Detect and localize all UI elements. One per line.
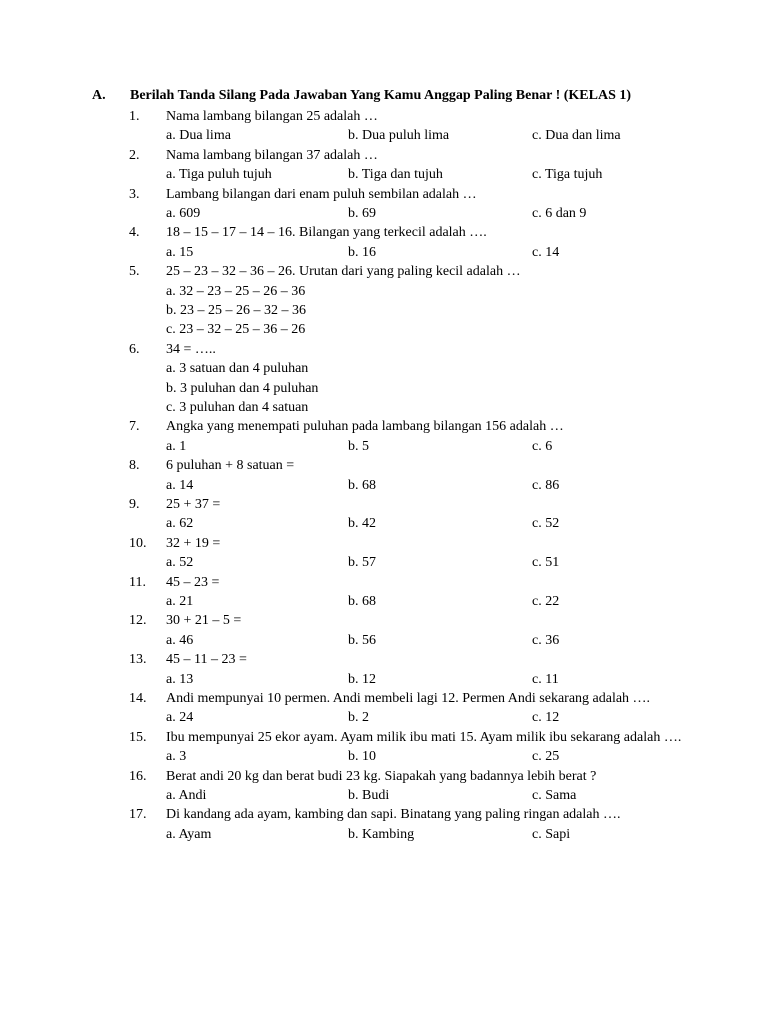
question-number: 12. [129,613,147,629]
option-b[interactable]: b. 3 puluhan dan 4 puluhan [166,380,319,396]
question-4 [0,223,768,262]
option-c[interactable]: c. 6 dan 9 [532,206,587,221]
question-number: 2. [129,147,140,163]
question-13 [0,650,768,689]
answer-options [0,359,768,417]
question-16 [0,767,768,806]
option-c[interactable]: c. 12 [532,710,560,726]
answer-options [0,243,768,262]
option-b[interactable]: b. Dua puluh lima [348,128,450,144]
question-number: 1. [129,109,140,124]
question-number: 11. [129,574,146,590]
answer-options [0,204,768,223]
question-2 [0,146,768,185]
option-b[interactable]: b. 68 [348,477,376,493]
option-a[interactable]: a. 62 [166,516,194,532]
question-number: 16. [129,768,147,784]
option-b[interactable]: b. 16 [348,244,376,260]
option-a[interactable]: a. 32 – 23 – 25 – 26 – 36 [166,283,306,299]
question-5 [0,262,768,340]
question-12 [0,611,768,650]
option-b[interactable]: b. 23 – 25 – 26 – 32 – 36 [166,303,306,318]
section-title: Berilah Tanda Silang Pada Jawaban Yang Kamu Anggap Paling Benar ! (KELAS 1) [130,88,632,103]
answer-options [0,514,768,533]
option-c[interactable]: c. Sama [532,788,577,804]
question-text: 45 – 11 – 23 = [166,652,247,668]
question-text: Nama lambang bilangan 37 adalah … [166,147,378,163]
question-number: 3. [129,186,140,202]
option-b[interactable]: b. Budi [348,788,390,804]
option-b[interactable]: b. 10 [348,749,376,765]
question-number: 9. [129,497,140,513]
question-number: 8. [129,458,140,474]
option-b[interactable]: b. 12 [348,671,376,687]
question-3 [0,185,768,224]
question-text: Lambang bilangan dari enam puluh sembilan adalah … [166,186,477,202]
question-text: 6 puluhan + 8 satuan = [166,458,295,474]
option-c[interactable]: c. 86 [532,477,560,493]
answer-options [0,553,768,572]
question-text: 34 = ….. [166,341,216,357]
question-text: 32 + 19 = [166,535,221,551]
question-text: Berat andi 20 kg dan berat budi 23 kg. Siapakah yang badannya lebih berat ? [166,768,597,784]
question-15 [0,728,768,767]
option-c[interactable]: c. 36 [532,632,560,648]
option-c[interactable]: c. Dua dan lima [532,128,621,144]
option-b[interactable]: b. 56 [348,632,376,648]
option-c[interactable]: c. 22 [532,594,560,610]
question-9 [0,495,768,534]
question-text: 18 – 15 – 17 – 14 – 16. Bilangan yang terkecil adalah …. [166,225,487,241]
question-number: 17. [129,807,147,823]
answer-options [0,165,768,184]
question-text: 45 – 23 = [166,574,220,590]
option-b[interactable]: b. 2 [348,710,369,726]
question-8 [0,456,768,495]
answer-options [0,786,768,805]
question-number: 15. [129,729,147,745]
question-text: 30 + 21 – 5 = [166,613,242,629]
option-c[interactable]: c. 23 – 32 – 25 – 36 – 26 [166,322,306,338]
option-b[interactable]: b. 57 [348,555,376,571]
question-text: Di kandang ada ayam, kambing dan sapi. Binatang yang paling ringan adalah …. [166,807,621,823]
question-number: 14. [129,691,147,707]
answer-options [0,747,768,766]
answer-options [0,592,768,611]
question-number: 4. [129,225,140,241]
option-b[interactable]: b. Kambing [348,826,415,842]
option-c[interactable]: c. 14 [532,244,560,260]
answer-options [0,670,768,689]
section-letter: A. [92,88,106,103]
answer-options [0,708,768,727]
option-a[interactable]: a. Dua lima [166,128,231,144]
option-a[interactable]: a. 24 [166,710,194,726]
question-number: 7. [129,419,140,435]
option-b[interactable]: b. 5 [348,438,369,454]
question-1 [0,107,768,146]
option-c[interactable]: c. 25 [532,749,560,765]
option-a[interactable]: a. 13 [166,671,194,687]
question-text: Angka yang menempati puluhan pada lambang bilangan 156 adalah … [166,419,564,435]
question-17 [0,805,768,844]
option-a[interactable]: a. 21 [166,594,194,610]
option-a[interactable]: a. Andi [166,788,207,804]
question-10 [0,534,768,573]
option-b[interactable]: b. 69 [348,206,376,221]
question-text: 25 + 37 = [166,497,221,513]
answer-options [0,631,768,650]
option-a[interactable]: a. 3 [166,749,187,765]
question-number: 5. [129,264,140,280]
option-c[interactable]: c. 11 [532,671,559,687]
option-b[interactable]: b. Tiga dan tujuh [348,167,443,183]
question-number: 6. [129,341,140,357]
answer-options [0,282,768,340]
option-a[interactable]: a. 52 [166,555,194,571]
option-a[interactable]: a. Ayam [166,826,212,842]
answer-options [0,476,768,495]
question-text: Andi mempunyai 10 permen. Andi membeli lagi 12. Permen Andi sekarang adalah …. [166,691,651,707]
option-a[interactable]: a. 3 satuan dan 4 puluhan [166,361,309,377]
answer-options [0,825,768,844]
question-list [0,107,768,844]
option-c[interactable]: c. 52 [532,516,560,532]
option-a[interactable]: a. Tiga puluh tujuh [166,167,272,183]
option-c[interactable]: c. 51 [532,555,560,571]
option-c[interactable]: c. 3 puluhan dan 4 satuan [166,400,309,416]
option-a[interactable]: a. 609 [166,206,201,221]
question-text: 25 – 23 – 32 – 36 – 26. Urutan dari yang paling kecil adalah … [166,264,521,280]
option-a[interactable]: a. 46 [166,632,194,648]
question-7 [0,417,768,456]
question-number: 10. [129,535,147,551]
question-text: Nama lambang bilangan 25 adalah … [166,109,378,124]
option-a[interactable]: a. 1 [166,438,187,454]
question-number: 13. [129,652,147,668]
option-c[interactable]: c. Tiga tujuh [532,167,603,183]
question-text: Ibu mempunyai 25 ekor ayam. Ayam milik ibu mati 15. Ayam milik ibu sekarang adalah …. [166,729,682,745]
answer-options [0,437,768,456]
option-a[interactable]: a. 14 [166,477,194,493]
option-b[interactable]: b. 68 [348,594,376,610]
option-c[interactable]: c. Sapi [532,826,571,842]
question-11 [0,573,768,612]
answer-options [0,126,768,145]
option-b[interactable]: b. 42 [348,516,376,532]
question-14 [0,689,768,728]
question-6 [0,340,768,418]
option-a[interactable]: a. 15 [166,244,194,260]
option-c[interactable]: c. 6 [532,438,553,454]
